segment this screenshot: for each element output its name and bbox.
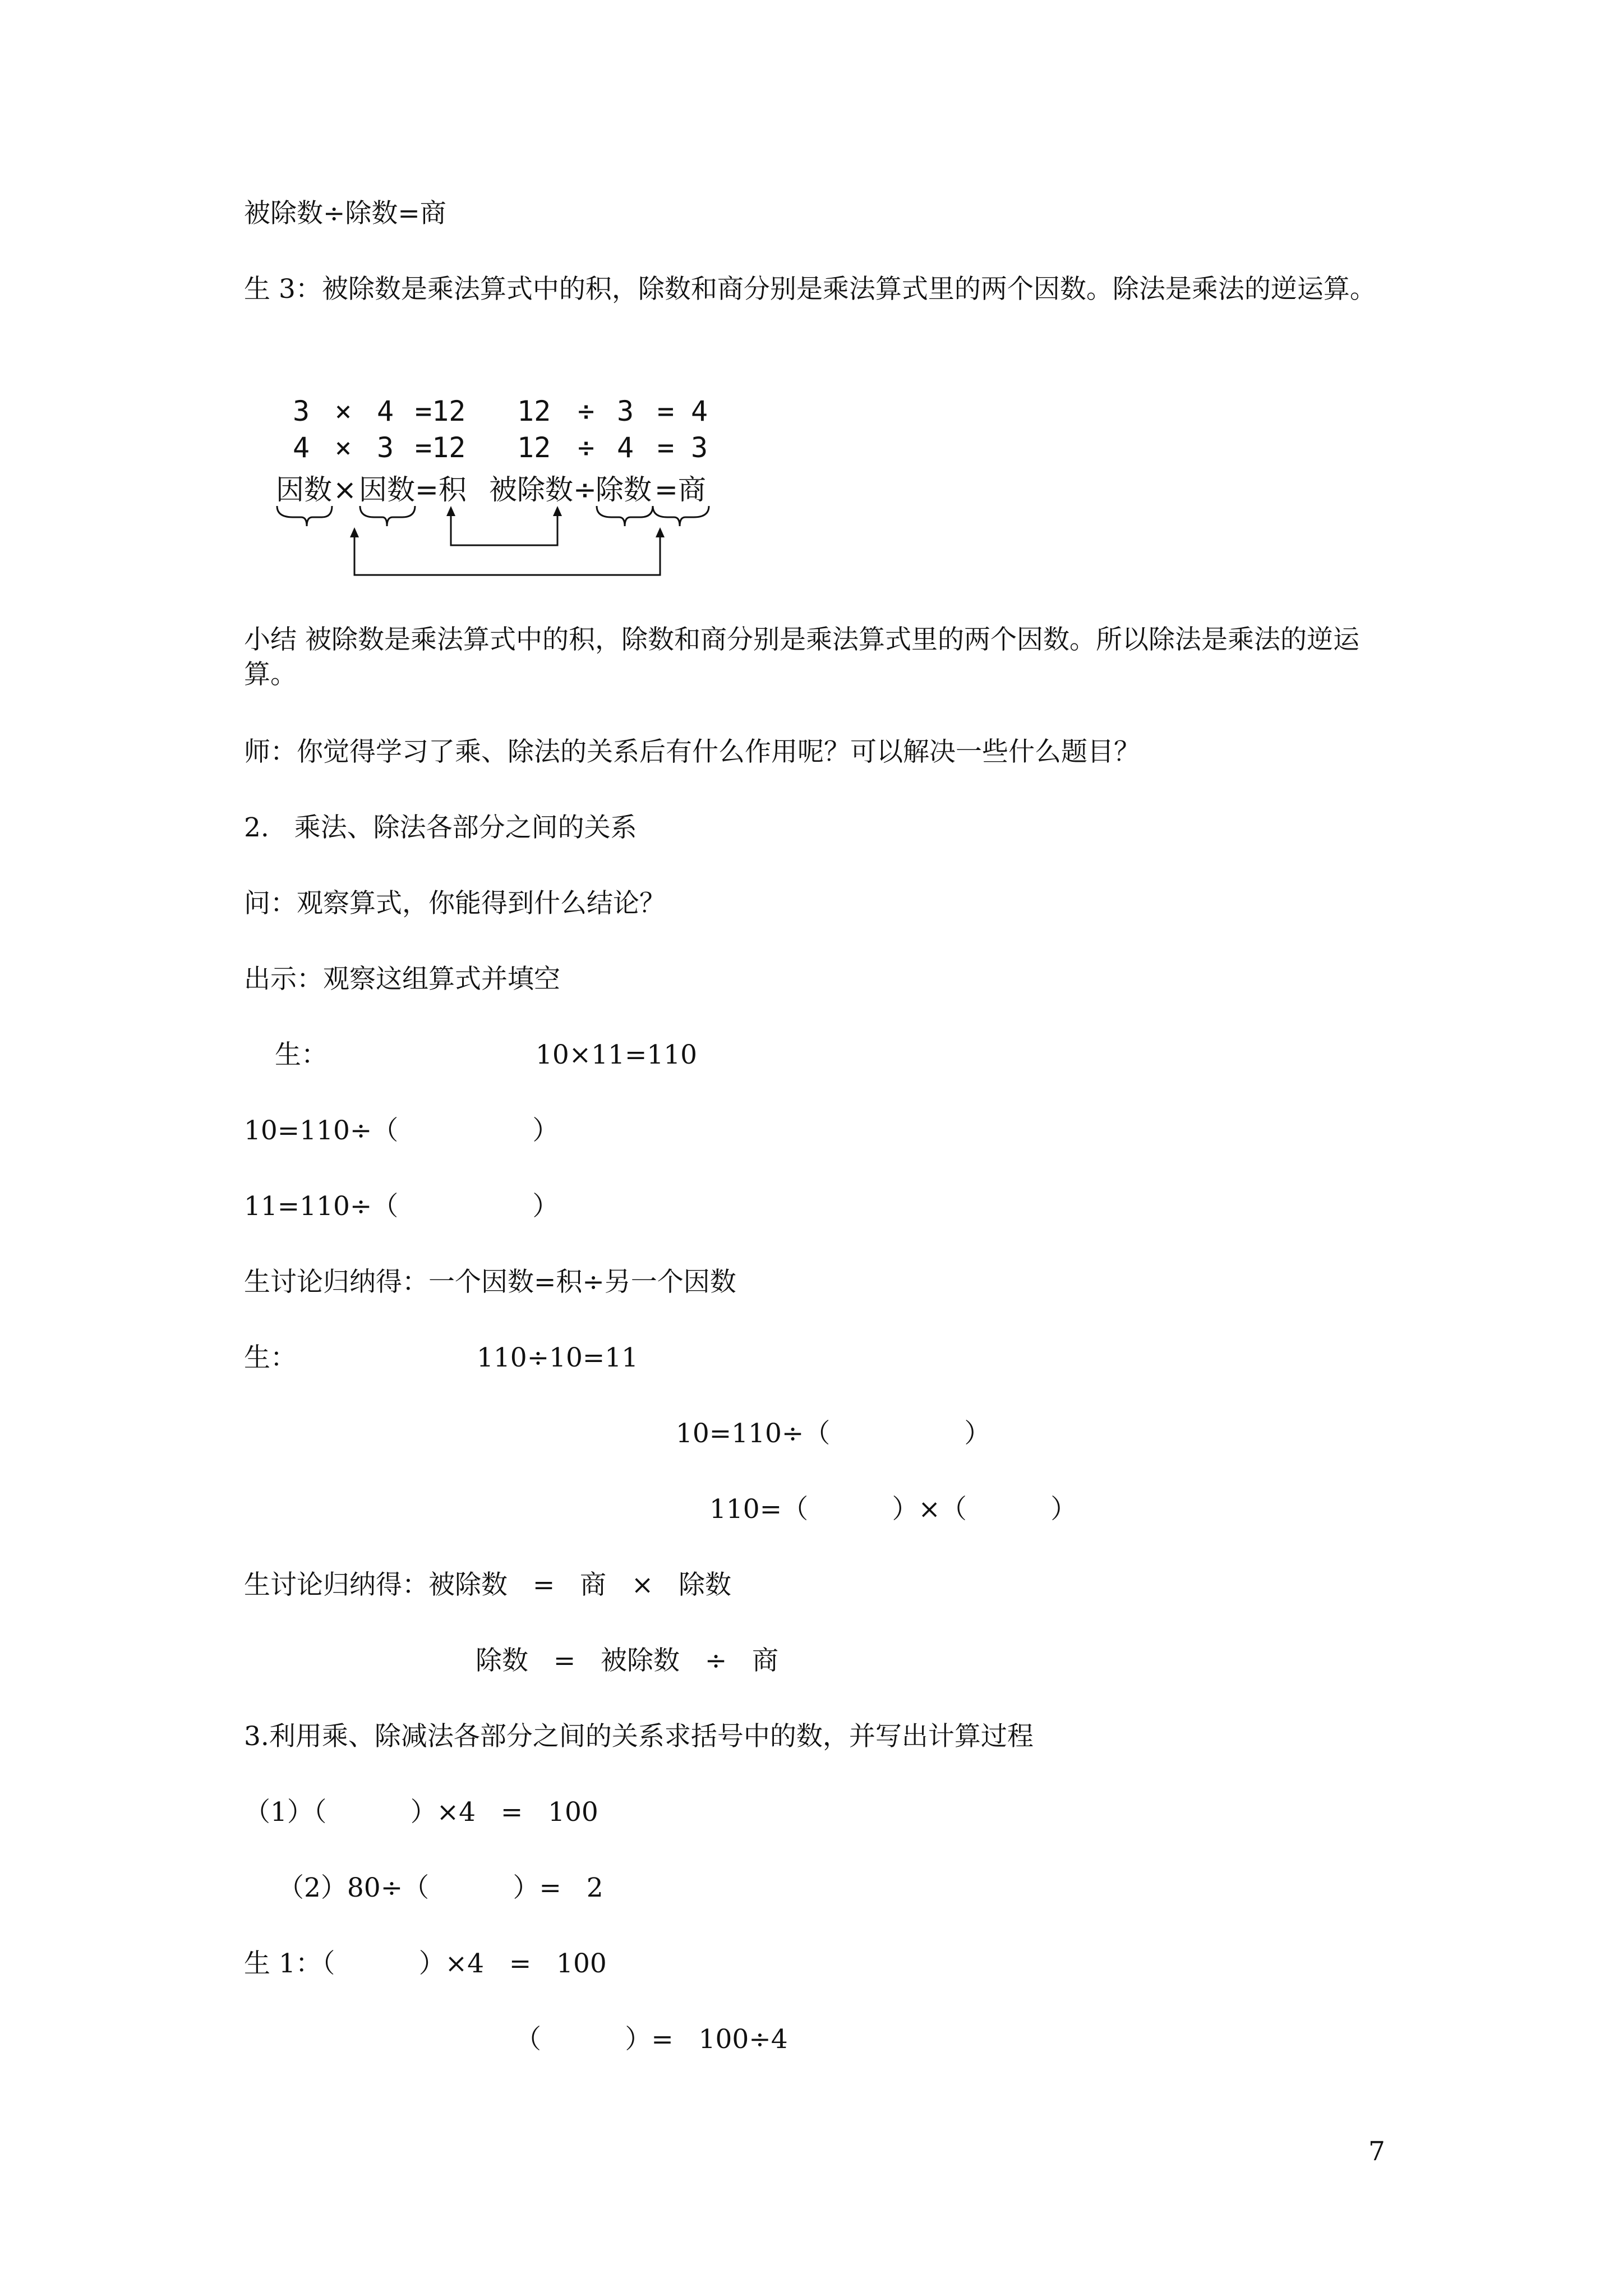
formula-dividend-divisor-quotient: 被除数÷除数=商	[244, 198, 446, 229]
brace-quotient	[653, 506, 709, 526]
multiplication-division-relationship-figure	[270, 387, 730, 583]
equation-110-blank: 110=（ ）×（ ）	[709, 1494, 1077, 1525]
row1-factor-b: 4	[377, 395, 394, 427]
figure-connectors	[354, 513, 660, 575]
row1-divide: ÷	[578, 395, 595, 427]
label-product: =积	[415, 473, 467, 506]
label-factor-1: 因数	[276, 473, 332, 506]
teacher-question: 师：你觉得学习了乘、除法的关系后有什么作用呢？可以解决一些什么题目？	[244, 737, 1140, 767]
student-label-1: 生：	[275, 1039, 328, 1070]
section-2-heading: 2. 乘法、除法各部分之间的关系	[244, 812, 637, 843]
row2-product: =12	[415, 431, 466, 464]
row2-quotient: 3	[691, 431, 708, 464]
equation-10-blank: 10=110÷（ ）	[244, 1115, 559, 1146]
row1-product: =12	[415, 395, 466, 427]
row1-quotient: 4	[691, 395, 708, 427]
summary-paragraph: 小结 被除数是乘法算式中的积，除数和商分别是乘法算式里的两个因数。所以除法是乘法的逆运算。	[244, 624, 1359, 690]
row2-factor-a: 4	[293, 431, 310, 464]
row1-times: ×	[335, 395, 352, 427]
row2-divisor: 4	[617, 431, 634, 464]
equation-110-div-10: 110÷10=11	[477, 1342, 639, 1373]
row1-divisor: 3	[617, 395, 634, 427]
figure-row-2	[293, 431, 708, 464]
arrow-up-dividend	[553, 506, 562, 516]
row2-dividend: 12	[517, 431, 551, 464]
row1-factor-a: 3	[293, 395, 310, 427]
figure-arrowheads	[350, 506, 665, 537]
connector-product-dividend	[451, 513, 557, 545]
label-divisor: 除数	[596, 473, 652, 506]
section-3-heading: 3.利用乘、除减法各部分之间的关系求括号中的数，并写出计算过程	[244, 1721, 1034, 1752]
row2-divide: ÷	[578, 431, 595, 464]
equation-10x11: 10×11=110	[536, 1039, 698, 1070]
row2-equals: =	[657, 431, 675, 464]
label-factor-2: 因数	[359, 473, 415, 506]
problem-2: （2）80÷（ ）= 2	[278, 1872, 603, 1903]
equation-11-blank: 11=110÷（ ）	[244, 1191, 559, 1222]
label-quotient: =商	[654, 473, 706, 506]
label-times: ×	[333, 473, 357, 506]
connector-factors-divisor-quotient	[354, 534, 660, 575]
arrow-up-divisor-quotient	[656, 527, 665, 537]
question-observe: 问：观察算式，你能得到什么结论？	[244, 888, 666, 919]
conclusion-dividend: 生讨论归纳得：被除数 = 商 × 除数	[244, 1570, 732, 1600]
figure-label-row	[276, 473, 706, 506]
conclusion-divisor: 除数 = 被除数 ÷ 商	[476, 1645, 779, 1676]
brace-divisor	[597, 506, 653, 526]
page-number: 7	[1368, 2136, 1385, 2167]
row2-times: ×	[335, 431, 352, 464]
label-divide: ÷	[573, 473, 597, 506]
brace-factor-1	[277, 506, 332, 526]
student-3-answer: 生 3：被除数是乘法算式中的积，除数和商分别是乘法算式里的两个因数。除法是乘法的逆运算。	[244, 274, 1376, 305]
figure-brackets	[277, 506, 709, 526]
equation-10-blank-2: 10=110÷（ ）	[676, 1418, 991, 1449]
student-label-2: 生：	[244, 1342, 297, 1373]
conclusion-factor: 生讨论归纳得：一个因数=积÷另一个因数	[244, 1267, 736, 1297]
label-dividend: 被除数	[489, 473, 573, 506]
figure-row-1	[293, 395, 708, 427]
row1-equals: =	[657, 395, 675, 427]
student-1-solution-step: （ ）= 100÷4	[515, 2024, 788, 2055]
arrow-up-product	[446, 506, 455, 516]
student-1-solution: 生 1：（ ）×4 = 100	[244, 1948, 607, 1979]
row1-dividend: 12	[517, 395, 551, 427]
problem-1: （1）（ ）×4 = 100	[244, 1797, 598, 1828]
brace-factor-2	[360, 506, 415, 526]
row2-factor-b: 3	[377, 431, 394, 464]
show-observe-fill: 出示：观察这组算式并填空	[244, 964, 560, 995]
arrow-up-factors	[350, 527, 359, 537]
